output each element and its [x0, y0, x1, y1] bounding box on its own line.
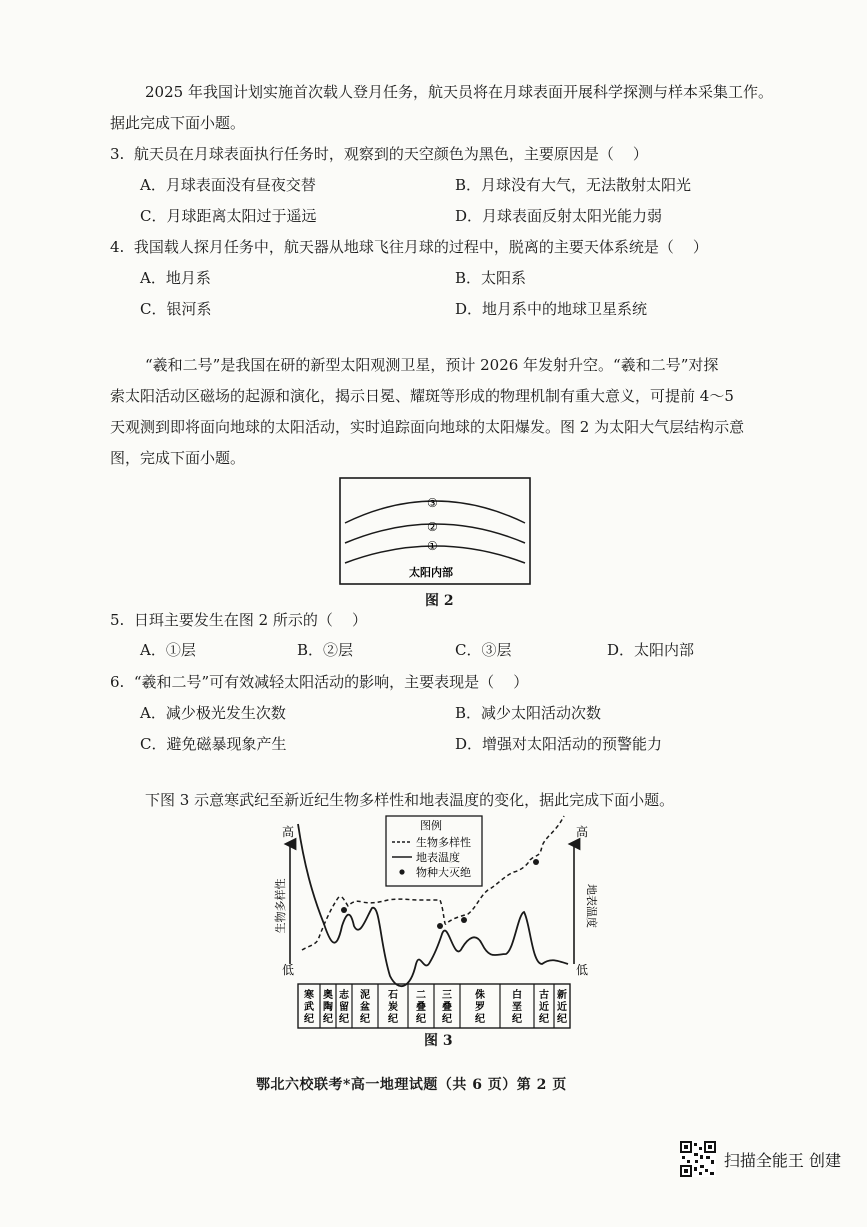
figure-3-left-high: 高 — [282, 825, 295, 839]
question-6-option-c: C．避免磁暴现象产生 — [140, 735, 287, 753]
passage-3-line-1: 下图 3 示意寒武纪至新近纪生物多样性和地表温度的变化，据此完成下面小题。 — [145, 791, 675, 809]
question-4-option-a: A．地月系 — [140, 269, 211, 287]
page-footer: 鄂北六校联考*高一地理试题（共 6 页）第 2 页 — [256, 1077, 567, 1093]
scanner-watermark — [680, 1141, 841, 1177]
passage-2-line-3: 天观测到即将面向地球的太阳活动，实时追踪面向地球的太阳爆发。图 2 为太阳大气层结构示意 — [110, 418, 745, 436]
figure-3-period-cells — [304, 984, 567, 1028]
figure-3-period-label: 奥陶纪 — [323, 990, 333, 1025]
figure-3-period-label: 古近纪 — [539, 990, 549, 1025]
figure-3-biodiversity-temperature-diagram — [268, 814, 596, 1054]
figure-3-period-label: 侏罗纪 — [475, 990, 485, 1025]
figure-3-legend-temperature: 地表温度 — [416, 851, 460, 864]
question-6-stem: 6. “羲和二号”可有效减轻太阳活动的影响，主要表现是（ ） — [110, 673, 529, 691]
figure-3-period-label: 白垩纪 — [512, 990, 522, 1025]
figure-3-right-low: 低 — [576, 963, 589, 977]
question-3-option-c: C．月球距离太阳过于遥远 — [140, 207, 317, 225]
figure-3-period-label: 三叠纪 — [442, 990, 452, 1025]
scanner-watermark-text: 扫描全能王 创建 — [723, 1150, 841, 1170]
figure-3-extinction-point — [341, 907, 347, 913]
figure-3-period-label: 泥盆纪 — [360, 990, 370, 1025]
figure-3-caption: 图 3 — [424, 1033, 453, 1049]
question-4-option-d: D．地月系中的地球卫星系统 — [455, 300, 648, 318]
figure-3-legend-dot-swatch — [399, 869, 404, 874]
figure-3-period-label: 二叠纪 — [416, 990, 426, 1025]
question-4-option-b: B．太阳系 — [455, 269, 527, 287]
question-6-option-a: A．减少极光发生次数 — [140, 704, 286, 722]
question-4-option-c: C．银河系 — [140, 300, 212, 318]
figure-2-label-layer-3: ③ — [427, 496, 438, 510]
figure-2-label-interior: 太阳内部 — [409, 566, 453, 579]
passage-2-line-1: “羲和二号”是我国在研的新型太阳观测卫星，预计 2026 年发射升空。“羲和二号”对探 — [145, 356, 719, 374]
figure-3-right-axis-label: 地表温度 — [585, 884, 598, 928]
figure-3-legend-title: 图例 — [420, 819, 442, 832]
figure-3-left-axis-label: 生物多样性 — [274, 878, 287, 934]
figure-3-period-label: 寒武纪 — [304, 990, 314, 1025]
question-3-option-a: A．月球表面没有昼夜交替 — [140, 176, 316, 194]
passage-2-line-2: 索太阳活动区磁场的起源和演化，揭示日冕、耀斑等形成的物理机制有重大意义，可提前 4～5 — [110, 387, 734, 405]
question-5-stem: 5. 日珥主要发生在图 2 所示的（ ） — [110, 611, 368, 629]
figure-2-label-layer-1: ① — [427, 539, 438, 553]
passage-1-line-2: 据此完成下面小题。 — [110, 114, 246, 132]
question-3-stem: 3. 航天员在月球表面执行任务时，观察到的天空颜色为黑色，主要原因是（ ） — [110, 145, 648, 163]
qr-code-icon — [680, 1141, 716, 1177]
question-6-option-d: D．增强对太阳活动的预警能力 — [455, 735, 663, 753]
figure-2-sun-atmosphere-diagram — [339, 477, 531, 585]
passage-2-line-4: 图，完成下面小题。 — [110, 449, 246, 467]
question-5-option-b: B．②层 — [297, 641, 354, 659]
figure-3-legend-extinction: 物种大灭绝 — [416, 866, 471, 879]
question-4-stem: 4. 我国载人探月任务中，航天器从地球飞往月球的过程中，脱离的主要天体系统是（ ） — [110, 238, 708, 256]
figure-3-period-label: 石炭纪 — [388, 990, 398, 1025]
figure-3-period-label: 新近纪 — [557, 990, 567, 1025]
figure-2-caption: 图 2 — [425, 593, 454, 609]
figure-3-legend-biodiversity: 生物多样性 — [416, 836, 471, 849]
question-3-option-b: B．月球没有大气，无法散射太阳光 — [455, 176, 692, 194]
question-5-option-c: C．③层 — [455, 641, 512, 659]
passage-1-line-1: 2025 年我国计划实施首次载人登月任务，航天员将在月球表面开展科学探测与样本采集工作。 — [145, 83, 773, 101]
figure-3-extinction-point — [437, 923, 443, 929]
figure-2-label-layer-2: ② — [427, 520, 438, 534]
question-5-option-d: D．太阳内部 — [607, 641, 695, 659]
question-5-option-a: A．①层 — [140, 641, 196, 659]
figure-3-left-low: 低 — [282, 963, 295, 977]
figure-3-extinction-point — [533, 859, 539, 865]
question-3-option-d: D．月球表面反射太阳光能力弱 — [455, 207, 663, 225]
question-6-option-b: B．减少太阳活动次数 — [455, 704, 602, 722]
figure-3-right-high: 高 — [576, 825, 589, 839]
figure-3-period-label: 志留纪 — [339, 990, 349, 1025]
figure-3-extinction-point — [461, 917, 467, 923]
